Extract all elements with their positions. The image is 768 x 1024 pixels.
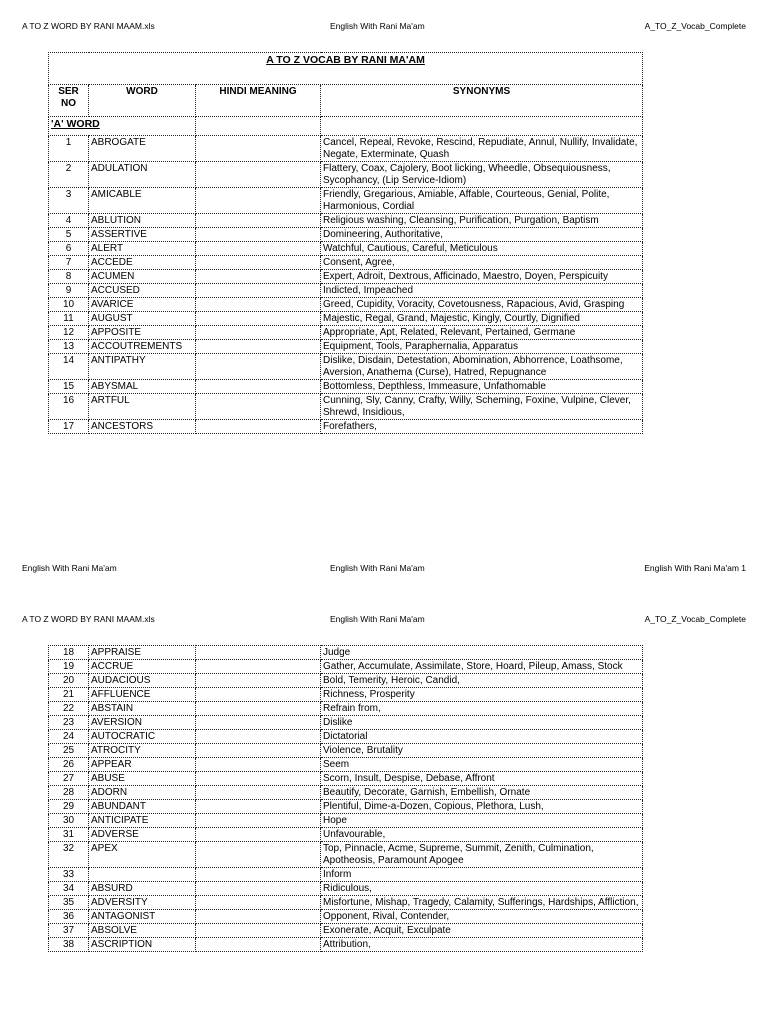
- ser-no-cell: 34: [49, 882, 89, 896]
- hindi-cell: [196, 702, 321, 716]
- table-row: [49, 896, 643, 910]
- ser-no-cell: 23: [49, 716, 89, 730]
- header-sheet-name: A_TO_Z_Vocab_Complete: [644, 21, 746, 31]
- table-row: [49, 772, 643, 786]
- footer-left: English With Rani Ma'am: [22, 563, 117, 573]
- ser-no-cell: 28: [49, 786, 89, 800]
- table-row: [49, 800, 643, 814]
- synonyms-cell: Dislike: [321, 716, 643, 730]
- table-row: [49, 136, 643, 162]
- synonyms-cell: Inform: [321, 868, 643, 882]
- hindi-cell: [196, 242, 321, 256]
- table-row: [49, 814, 643, 828]
- header-filename: A TO Z WORD BY RANI MAAM.xls: [22, 21, 155, 31]
- word-cell: ABLUTION: [89, 214, 196, 228]
- table-row: [49, 730, 643, 744]
- header-center: English With Rani Ma'am: [330, 21, 425, 31]
- ser-no-cell: 27: [49, 772, 89, 786]
- table-row: [49, 702, 643, 716]
- synonyms-cell: Bold, Temerity, Heroic, Candid,: [321, 674, 643, 688]
- hindi-cell: [196, 646, 321, 660]
- ser-no-cell: 6: [49, 242, 89, 256]
- synonyms-cell: Misfortune, Mishap, Tragedy, Calamity, Sufferings, Hardships, Affliction,: [321, 896, 643, 910]
- ser-no-cell: 13: [49, 340, 89, 354]
- word-cell: AFFLUENCE: [89, 688, 196, 702]
- word-cell: AUTOCRATIC: [89, 730, 196, 744]
- column-header-row: [49, 85, 643, 117]
- synonyms-cell: Violence, Brutality: [321, 744, 643, 758]
- synonyms-cell: Gather, Accumulate, Assimilate, Store, Hoard, Pileup, Amass, Stock: [321, 660, 643, 674]
- word-cell: ACCEDE: [89, 256, 196, 270]
- page1-header: [0, 21, 768, 35]
- header-filename: A TO Z WORD BY RANI MAAM.xls: [22, 614, 155, 624]
- hindi-cell: [196, 188, 321, 214]
- synonyms-cell: Flattery, Coax, Cajolery, Boot licking, Wheedle, Obsequiousness, Sycophancy, (Lip Service-Idiom): [321, 162, 643, 188]
- synonyms-cell: Scorn, Insult, Despise, Debase, Affront: [321, 772, 643, 786]
- word-cell: APPRAISE: [89, 646, 196, 660]
- ser-no-cell: 15: [49, 380, 89, 394]
- ser-no-cell: 4: [49, 214, 89, 228]
- synonyms-cell: Judge: [321, 646, 643, 660]
- word-cell: ACCUSED: [89, 284, 196, 298]
- word-cell: ACCRUE: [89, 660, 196, 674]
- table-row: [49, 786, 643, 800]
- table-row: [49, 354, 643, 380]
- table-row: [49, 380, 643, 394]
- word-cell: AUGUST: [89, 312, 196, 326]
- hindi-cell: [196, 868, 321, 882]
- vocab-rows-page1: [49, 136, 643, 434]
- synonyms-cell: Cancel, Repeal, Revoke, Rescind, Repudiate, Annul, Nullify, Invalidate, Negate, Exterminate, Quash: [321, 136, 643, 162]
- hindi-cell: [196, 758, 321, 772]
- ser-no-cell: 31: [49, 828, 89, 842]
- hindi-cell: [196, 828, 321, 842]
- synonyms-cell: Refrain from,: [321, 702, 643, 716]
- table-row: [49, 242, 643, 256]
- synonyms-cell: Dislike, Disdain, Detestation, Abomination, Abhorrence, Loathsome, Aversion, Anathema (Curse), Hatred, Repugnance: [321, 354, 643, 380]
- hindi-cell: [196, 284, 321, 298]
- hindi-cell: [196, 674, 321, 688]
- table-row: [49, 340, 643, 354]
- table-row: [49, 298, 643, 312]
- hindi-cell: [196, 354, 321, 380]
- page1-footer: [0, 563, 768, 577]
- synonyms-cell: Equipment, Tools, Paraphernalia, Apparatus: [321, 340, 643, 354]
- table-row: [49, 674, 643, 688]
- synonyms-cell: Domineering, Authoritative,: [321, 228, 643, 242]
- ser-no-cell: 11: [49, 312, 89, 326]
- table-row: [49, 646, 643, 660]
- synonyms-cell: Seem: [321, 758, 643, 772]
- table-row: [49, 758, 643, 772]
- ser-no-cell: 35: [49, 896, 89, 910]
- hindi-cell: [196, 326, 321, 340]
- table-row: [49, 868, 643, 882]
- section-row: [49, 117, 643, 136]
- table-row: [49, 716, 643, 730]
- word-cell: ADULATION: [89, 162, 196, 188]
- table-row: [49, 744, 643, 758]
- synonyms-cell: Beautify, Decorate, Garnish, Embellish, Ornate: [321, 786, 643, 800]
- hindi-cell: [196, 380, 321, 394]
- word-cell: ATROCITY: [89, 744, 196, 758]
- hindi-cell: [196, 420, 321, 434]
- synonyms-cell: Top, Pinnacle, Acme, Supreme, Summit, Zenith, Culmination, Apotheosis, Paramount Apogee: [321, 842, 643, 868]
- table-title: A TO Z VOCAB BY RANI MA'AM: [266, 54, 425, 66]
- ser-no-cell: 29: [49, 800, 89, 814]
- synonyms-cell: Watchful, Cautious, Careful, Meticulous: [321, 242, 643, 256]
- synonyms-cell: Attribution,: [321, 938, 643, 952]
- word-cell: ABSTAIN: [89, 702, 196, 716]
- word-cell: AUDACIOUS: [89, 674, 196, 688]
- word-cell: ANTAGONIST: [89, 910, 196, 924]
- ser-no-cell: 19: [49, 660, 89, 674]
- ser-no-cell: 18: [49, 646, 89, 660]
- hindi-cell: [196, 716, 321, 730]
- ser-no-cell: 20: [49, 674, 89, 688]
- word-cell: ADVERSITY: [89, 896, 196, 910]
- word-cell: ABSOLVE: [89, 924, 196, 938]
- word-cell: ABROGATE: [89, 136, 196, 162]
- word-cell: AVARICE: [89, 298, 196, 312]
- word-cell: APPOSITE: [89, 326, 196, 340]
- ser-no-cell: 17: [49, 420, 89, 434]
- word-cell: ASSERTIVE: [89, 228, 196, 242]
- hindi-cell: [196, 162, 321, 188]
- vocab-rows-page2: [49, 646, 643, 952]
- table-title-row: [49, 53, 643, 85]
- word-cell: ABYSMAL: [89, 380, 196, 394]
- synonyms-cell: Cunning, Sly, Canny, Crafty, Willy, Scheming, Foxine, Vulpine, Clever, Shrewd, Insidious,: [321, 394, 643, 420]
- ser-no-cell: 9: [49, 284, 89, 298]
- header-sheet-name: A_TO_Z_Vocab_Complete: [644, 614, 746, 624]
- word-cell: ACCOUTREMENTS: [89, 340, 196, 354]
- table-row: [49, 188, 643, 214]
- ser-no-cell: 32: [49, 842, 89, 868]
- synonyms-cell: Unfavourable,: [321, 828, 643, 842]
- ser-no-cell: 36: [49, 910, 89, 924]
- table-row: [49, 882, 643, 896]
- ser-no-cell: 10: [49, 298, 89, 312]
- hindi-cell: [196, 256, 321, 270]
- hindi-cell: [196, 312, 321, 326]
- table-row: [49, 842, 643, 868]
- word-cell: ANCESTORS: [89, 420, 196, 434]
- table-row: [49, 910, 643, 924]
- synonyms-cell: Hope: [321, 814, 643, 828]
- synonyms-cell: Greed, Cupidity, Voracity, Covetousness, Rapacious, Avid, Grasping: [321, 298, 643, 312]
- table-row: [49, 924, 643, 938]
- table-row: [49, 326, 643, 340]
- word-cell: ADVERSE: [89, 828, 196, 842]
- table-row: [49, 312, 643, 326]
- table-row: [49, 938, 643, 952]
- section-label: 'A' WORD: [49, 117, 196, 136]
- col-header-ser-no: SER NO: [49, 85, 89, 117]
- col-header-synonyms: SYNONYMS: [321, 85, 643, 117]
- ser-no-cell: 21: [49, 688, 89, 702]
- ser-no-cell: 2: [49, 162, 89, 188]
- hindi-cell: [196, 814, 321, 828]
- ser-no-cell: 26: [49, 758, 89, 772]
- hindi-cell: [196, 842, 321, 868]
- word-cell: [89, 868, 196, 882]
- hindi-cell: [196, 214, 321, 228]
- ser-no-cell: 16: [49, 394, 89, 420]
- word-cell: APEX: [89, 842, 196, 868]
- ser-no-cell: 33: [49, 868, 89, 882]
- ser-no-cell: 30: [49, 814, 89, 828]
- ser-no-cell: 3: [49, 188, 89, 214]
- ser-no-cell: 8: [49, 270, 89, 284]
- header-center: English With Rani Ma'am: [330, 614, 425, 624]
- synonyms-cell: Majestic, Regal, Grand, Majestic, Kingly, Courtly, Dignified: [321, 312, 643, 326]
- synonyms-cell: Friendly, Gregarious, Amiable, Affable, Courteous, Genial, Polite, Harmonious, Cordial: [321, 188, 643, 214]
- footer-page-number: English With Rani Ma'am 1: [644, 563, 746, 573]
- hindi-cell: [196, 270, 321, 284]
- word-cell: ADORN: [89, 786, 196, 800]
- hindi-cell: [196, 772, 321, 786]
- hindi-cell: [196, 938, 321, 952]
- ser-no-cell: 1: [49, 136, 89, 162]
- word-cell: ARTFUL: [89, 394, 196, 420]
- word-cell: ABUNDANT: [89, 800, 196, 814]
- synonyms-cell: Expert, Adroit, Dextrous, Afficinado, Maestro, Doyen, Perspicuity: [321, 270, 643, 284]
- col-header-word: WORD: [89, 85, 196, 117]
- synonyms-cell: Appropriate, Apt, Related, Relevant, Pertained, Germane: [321, 326, 643, 340]
- word-cell: ANTIPATHY: [89, 354, 196, 380]
- synonyms-cell: Consent, Agree,: [321, 256, 643, 270]
- vocab-table-page1: [48, 52, 643, 434]
- synonyms-cell: Plentiful, Dime-a-Dozen, Copious, Plethora, Lush,: [321, 800, 643, 814]
- ser-no-cell: 37: [49, 924, 89, 938]
- synonyms-cell: Opponent, Rival, Contender,: [321, 910, 643, 924]
- synonyms-cell: Dictatorial: [321, 730, 643, 744]
- word-cell: ASCRIPTION: [89, 938, 196, 952]
- word-cell: ALERT: [89, 242, 196, 256]
- hindi-cell: [196, 340, 321, 354]
- vocab-table-page2: [48, 645, 643, 952]
- table-row: [49, 270, 643, 284]
- ser-no-cell: 14: [49, 354, 89, 380]
- synonyms-cell: Forefathers,: [321, 420, 643, 434]
- table-row: [49, 256, 643, 270]
- table-row: [49, 828, 643, 842]
- ser-no-cell: 25: [49, 744, 89, 758]
- synonyms-cell: Ridiculous,: [321, 882, 643, 896]
- hindi-cell: [196, 910, 321, 924]
- hindi-cell: [196, 924, 321, 938]
- hindi-cell: [196, 228, 321, 242]
- synonyms-cell: Indicted, Impeached: [321, 284, 643, 298]
- word-cell: ABUSE: [89, 772, 196, 786]
- page2-header: [0, 614, 768, 628]
- synonyms-cell: Richness, Prosperity: [321, 688, 643, 702]
- word-cell: ABSURD: [89, 882, 196, 896]
- word-cell: ACUMEN: [89, 270, 196, 284]
- synonyms-cell: Religious washing, Cleansing, Purification, Purgation, Baptism: [321, 214, 643, 228]
- table-row: [49, 162, 643, 188]
- synonyms-cell: Bottomless, Depthless, Immeasure, Unfathomable: [321, 380, 643, 394]
- hindi-cell: [196, 688, 321, 702]
- hindi-cell: [196, 730, 321, 744]
- word-cell: AMICABLE: [89, 188, 196, 214]
- word-cell: ANTICIPATE: [89, 814, 196, 828]
- ser-no-cell: 5: [49, 228, 89, 242]
- ser-no-cell: 7: [49, 256, 89, 270]
- ser-no-cell: 24: [49, 730, 89, 744]
- hindi-cell: [196, 800, 321, 814]
- ser-no-cell: 22: [49, 702, 89, 716]
- table-row: [49, 394, 643, 420]
- hindi-cell: [196, 882, 321, 896]
- col-header-hindi: HINDI MEANING: [196, 85, 321, 117]
- table-row: [49, 284, 643, 298]
- word-cell: APPEAR: [89, 758, 196, 772]
- table-row: [49, 420, 643, 434]
- word-cell: AVERSION: [89, 716, 196, 730]
- hindi-cell: [196, 744, 321, 758]
- table-row: [49, 660, 643, 674]
- table-row: [49, 688, 643, 702]
- footer-center: English With Rani Ma'am: [330, 563, 425, 573]
- hindi-cell: [196, 896, 321, 910]
- synonyms-cell: Exonerate, Acquit, Exculpate: [321, 924, 643, 938]
- ser-no-cell: 12: [49, 326, 89, 340]
- hindi-cell: [196, 660, 321, 674]
- ser-no-cell: 38: [49, 938, 89, 952]
- hindi-cell: [196, 394, 321, 420]
- hindi-cell: [196, 786, 321, 800]
- hindi-cell: [196, 298, 321, 312]
- table-row: [49, 214, 643, 228]
- table-row: [49, 228, 643, 242]
- hindi-cell: [196, 136, 321, 162]
